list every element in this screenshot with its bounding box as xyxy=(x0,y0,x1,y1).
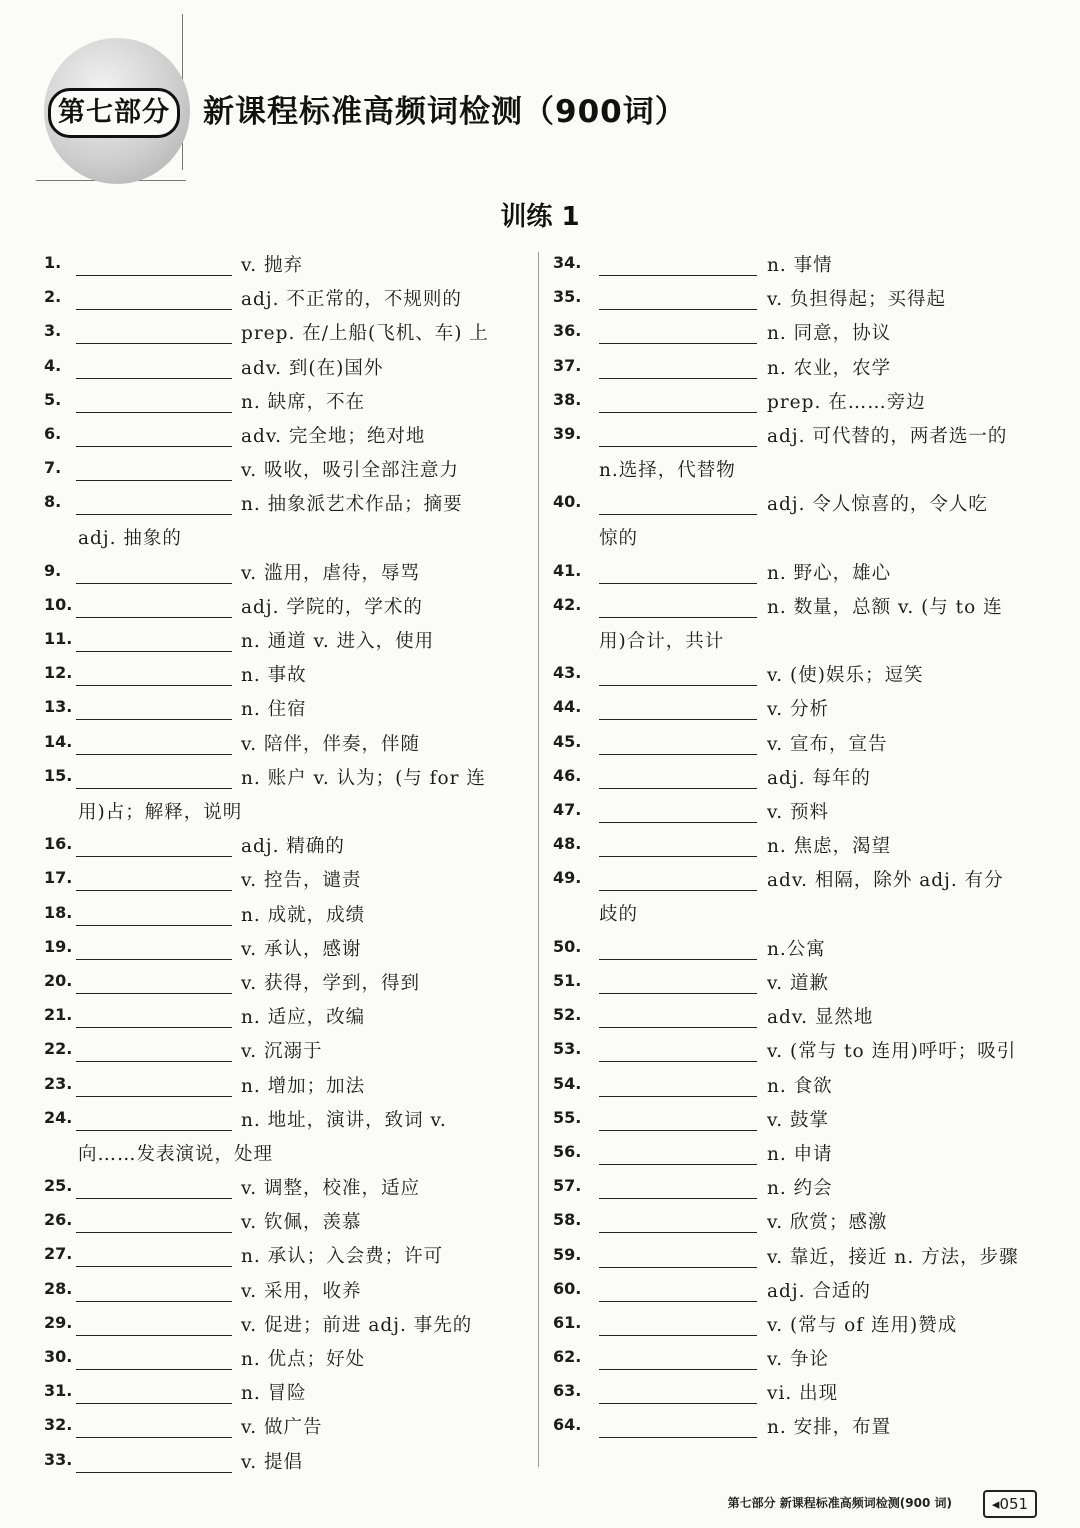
vocab-entry xyxy=(553,967,1039,1001)
entry-definition: n. 焦虑，渴望 xyxy=(767,836,892,858)
vocab-entry xyxy=(44,1240,522,1274)
answer-blank[interactable] xyxy=(76,685,232,686)
entry-definition: v. (使)娱乐；逗笑 xyxy=(767,665,924,687)
entry-number: 35. xyxy=(553,287,582,307)
vocab-entry xyxy=(44,693,522,727)
entry-number: 4. xyxy=(44,355,62,375)
vocab-entry xyxy=(553,933,1039,967)
entry-definition: n. 缺席，不在 xyxy=(241,391,366,413)
entry-number: 21. xyxy=(44,1005,73,1025)
entry-number: 19. xyxy=(44,936,73,956)
answer-blank[interactable] xyxy=(76,788,232,789)
entry-definition: n. 适应，改编 xyxy=(241,1007,366,1029)
vocab-entry xyxy=(44,1411,522,1445)
entry-definition: n. 食欲 xyxy=(767,1075,833,1097)
entry-definition-continued: 用)合计，共计 xyxy=(599,630,725,652)
entry-definition: v. (常与 to 连用)呼吁；吸引 xyxy=(767,1041,1017,1063)
entry-definition: vi. 出现 xyxy=(767,1383,839,1405)
answer-blank[interactable] xyxy=(76,1369,232,1370)
vocab-entry xyxy=(44,283,522,317)
vocab-entry xyxy=(553,1241,1039,1275)
vocab-entry xyxy=(44,728,522,762)
answer-blank[interactable] xyxy=(599,993,757,994)
answer-blank[interactable] xyxy=(599,1232,757,1233)
vocab-entry xyxy=(553,1411,1039,1445)
answer-blank[interactable] xyxy=(599,788,757,789)
entry-definition: n. 事情 xyxy=(767,255,833,276)
vocab-entry xyxy=(553,659,1039,693)
entry-definition: adv. 相隔，除外 adj. 有分 xyxy=(767,870,1004,892)
entry-definition: n. 增加；加法 xyxy=(241,1075,366,1097)
vocab-entry xyxy=(553,283,1039,317)
entry-definition: n. 账户 v. 认为；(与 for 连 xyxy=(241,767,486,789)
entry-definition: v. 沉溺于 xyxy=(241,1041,323,1063)
entry-number: 20. xyxy=(44,970,73,990)
entry-number: 34. xyxy=(553,253,582,272)
answer-blank[interactable] xyxy=(599,1096,757,1097)
entry-number: 40. xyxy=(553,492,582,512)
answer-blank[interactable] xyxy=(599,1130,757,1131)
entry-definition-continued: 惊的 xyxy=(599,528,639,550)
answer-blank[interactable] xyxy=(76,514,232,515)
entry-number: 37. xyxy=(553,355,582,375)
answer-blank[interactable] xyxy=(599,583,757,584)
entry-number: 1. xyxy=(44,253,62,272)
entry-number: 28. xyxy=(44,1278,73,1298)
entry-definition: adj. 学院的，学术的 xyxy=(241,596,423,618)
vocab-entry xyxy=(553,591,1039,659)
entry-number: 18. xyxy=(44,902,73,922)
entry-number: 38. xyxy=(553,389,582,409)
entry-definition: v. 道歉 xyxy=(767,973,830,994)
entry-definition: n. 数量，总额 v. (与 to 连 xyxy=(767,596,1003,618)
vocab-entry xyxy=(44,1206,522,1240)
vocab-entry xyxy=(553,1172,1039,1206)
entry-definition: adj. 可代替的，两者选一的 xyxy=(767,425,1008,447)
answer-blank[interactable] xyxy=(76,993,232,994)
entry-number: 63. xyxy=(553,1381,582,1401)
entry-number: 57. xyxy=(553,1176,582,1196)
entry-number: 24. xyxy=(44,1107,73,1127)
vocab-entry xyxy=(44,967,522,1001)
answer-blank[interactable] xyxy=(599,1437,757,1438)
vocab-entry xyxy=(44,933,522,967)
entry-definition-continued: 歧的 xyxy=(599,904,639,926)
answer-blank[interactable] xyxy=(599,514,757,515)
entry-definition: n. 通道 v. 进入，使用 xyxy=(241,631,435,653)
entry-number: 16. xyxy=(44,834,73,854)
page-title: 新课程标准高频词检测（900词） xyxy=(203,94,687,130)
vocab-entry xyxy=(553,1104,1039,1138)
vocab-entry xyxy=(44,352,522,386)
vocab-entry xyxy=(44,899,522,933)
answer-blank[interactable] xyxy=(76,890,232,891)
entry-definition: v. 调整，校准，适应 xyxy=(241,1178,421,1200)
entry-definition: v. 负担得起；买得起 xyxy=(767,289,947,311)
entry-definition: v. 滥用，虐待，辱骂 xyxy=(241,562,421,584)
entry-definition: n. 约会 xyxy=(767,1178,833,1200)
vocab-entry xyxy=(44,249,522,283)
vocab-entry xyxy=(44,830,522,864)
vocab-entry xyxy=(553,796,1039,830)
vocab-entry xyxy=(553,317,1039,351)
entry-definition: v. 获得，学到，得到 xyxy=(241,972,421,994)
entry-definition: v. 欣赏；感激 xyxy=(767,1212,888,1234)
vocab-entry xyxy=(553,1070,1039,1104)
entry-number: 43. xyxy=(553,663,582,683)
answer-blank[interactable] xyxy=(76,719,232,720)
entry-number: 47. xyxy=(553,800,582,820)
entry-number: 53. xyxy=(553,1039,582,1059)
answer-blank[interactable] xyxy=(76,617,232,618)
entry-definition: adv. 完全地；绝对地 xyxy=(241,425,426,447)
entry-definition: n. 成就，成绩 xyxy=(241,904,366,926)
entry-definition: prep. 在/上船(飞机、车) 上 xyxy=(241,323,489,345)
entry-number: 56. xyxy=(553,1141,582,1161)
entry-definition: v. 宣布，宣告 xyxy=(767,733,888,755)
vocab-entry xyxy=(44,454,522,488)
entry-number: 42. xyxy=(553,594,582,614)
vocab-entry xyxy=(553,1206,1039,1240)
vocab-entry xyxy=(553,693,1039,727)
entry-number: 62. xyxy=(553,1347,582,1367)
answer-blank[interactable] xyxy=(76,480,232,481)
entry-definition-continued: 用)占；解释，说明 xyxy=(78,801,243,823)
entry-number: 44. xyxy=(553,697,582,717)
answer-blank[interactable] xyxy=(76,1437,232,1438)
entry-definition: prep. 在……旁边 xyxy=(767,391,926,413)
vocab-entry xyxy=(44,488,522,556)
answer-blank[interactable] xyxy=(76,1027,232,1028)
answer-blank[interactable] xyxy=(599,1301,757,1302)
answer-blank[interactable] xyxy=(76,1232,232,1233)
entry-definition: adv. 显然地 xyxy=(767,1007,874,1029)
vocab-entry xyxy=(553,830,1039,864)
entry-definition: n. 事故 xyxy=(241,665,307,687)
page-number-value: 051 xyxy=(999,1495,1029,1513)
entry-number: 32. xyxy=(44,1415,73,1435)
entry-number: 26. xyxy=(44,1210,73,1230)
answer-blank[interactable] xyxy=(599,1369,757,1370)
vocab-entry xyxy=(553,1138,1039,1172)
entry-definition: adj. 不正常的，不规则的 xyxy=(241,289,462,311)
entry-number: 49. xyxy=(553,868,582,888)
entry-number: 10. xyxy=(44,594,73,614)
entry-number: 48. xyxy=(553,834,582,854)
vocab-entry xyxy=(44,1446,522,1480)
vocab-entry xyxy=(44,659,522,693)
entry-number: 59. xyxy=(553,1244,582,1264)
entry-definition: n. 冒险 xyxy=(241,1383,307,1405)
entry-definition: v. 靠近，接近 n. 方法，步骤 xyxy=(767,1246,1019,1268)
vocab-entry xyxy=(44,557,522,591)
section-badge-label: 第七部分 xyxy=(48,88,180,138)
entry-definition: v. 做广告 xyxy=(241,1417,323,1439)
vocab-entry xyxy=(553,1309,1039,1343)
entry-number: 27. xyxy=(44,1244,73,1264)
entry-definition: adj. 精确的 xyxy=(241,836,345,858)
answer-blank[interactable] xyxy=(76,412,232,413)
entry-definition: v. 预料 xyxy=(767,802,830,824)
answer-blank[interactable] xyxy=(599,959,757,960)
answer-blank[interactable] xyxy=(76,1061,232,1062)
left-column xyxy=(44,249,522,1480)
answer-blank[interactable] xyxy=(599,309,757,310)
entry-number: 52. xyxy=(553,1005,582,1025)
answer-blank[interactable] xyxy=(76,959,232,960)
answer-blank[interactable] xyxy=(599,617,757,618)
vocab-entry xyxy=(553,1035,1039,1069)
vocab-entry xyxy=(44,1377,522,1411)
entry-number: 8. xyxy=(44,492,62,512)
vocab-entry xyxy=(553,352,1039,386)
entry-definition: adj. 每年的 xyxy=(767,767,871,789)
section-title: 训练 1 xyxy=(500,202,580,232)
answer-blank[interactable] xyxy=(599,685,757,686)
vocab-entry xyxy=(553,864,1039,932)
answer-blank[interactable] xyxy=(76,343,232,344)
entry-definition: adj. 令人惊喜的，令人吃 xyxy=(767,494,988,516)
vocab-entry xyxy=(44,1070,522,1104)
right-column xyxy=(553,249,1039,1446)
answer-blank[interactable] xyxy=(599,1198,757,1199)
vocab-entry xyxy=(44,625,522,659)
entry-number: 29. xyxy=(44,1312,73,1332)
entry-number: 7. xyxy=(44,458,62,478)
answer-blank[interactable] xyxy=(599,412,757,413)
entry-definition: v. 提倡 xyxy=(241,1451,304,1473)
entry-number: 5. xyxy=(44,389,62,409)
entry-number: 33. xyxy=(44,1449,73,1469)
answer-blank[interactable] xyxy=(599,1335,757,1336)
answer-blank[interactable] xyxy=(76,1198,232,1199)
entry-number: 54. xyxy=(553,1073,582,1093)
vocab-entry xyxy=(553,488,1039,556)
vocab-entry xyxy=(44,1035,522,1069)
vocab-entry xyxy=(553,762,1039,796)
answer-blank[interactable] xyxy=(599,1027,757,1028)
vocab-entry xyxy=(44,1001,522,1035)
answer-blank[interactable] xyxy=(76,925,232,926)
answer-blank[interactable] xyxy=(599,1403,757,1404)
entry-definition: v. 采用，收养 xyxy=(241,1280,362,1302)
entry-number: 9. xyxy=(44,560,62,580)
entry-number: 45. xyxy=(553,731,582,751)
entry-number: 30. xyxy=(44,1347,73,1367)
entry-definition: v. 鼓掌 xyxy=(767,1109,830,1131)
entry-definition: n. 安排，布置 xyxy=(767,1417,892,1439)
entry-definition: v. 控告，谴责 xyxy=(241,870,362,892)
entry-number: 58. xyxy=(553,1210,582,1230)
entry-number: 61. xyxy=(553,1312,582,1332)
entry-definition-continued: n.选择，代替物 xyxy=(599,459,736,481)
vocab-entry xyxy=(553,1343,1039,1377)
entry-definition: v. 陪伴，伴奏，伴随 xyxy=(241,733,421,755)
entry-definition: n. 地址，演讲，致词 v. xyxy=(241,1109,447,1131)
entry-number: 3. xyxy=(44,321,62,341)
entry-number: 41. xyxy=(553,560,582,580)
answer-blank[interactable] xyxy=(76,1403,232,1404)
answer-blank[interactable] xyxy=(599,822,757,823)
answer-blank[interactable] xyxy=(76,754,232,755)
entry-number: 13. xyxy=(44,697,73,717)
entry-definition: adj. 合适的 xyxy=(767,1280,871,1302)
answer-blank[interactable] xyxy=(76,1301,232,1302)
entry-number: 15. xyxy=(44,765,73,785)
entry-definition: n. 申请 xyxy=(767,1143,833,1165)
column-divider xyxy=(538,252,539,1467)
vocab-entry xyxy=(44,762,522,830)
vocab-entry xyxy=(553,728,1039,762)
entry-definition: v. 争论 xyxy=(767,1349,830,1371)
footer-section-label: 第七部分 新课程标准高频词检测(900 词) xyxy=(727,1496,952,1510)
entry-number: 31. xyxy=(44,1381,73,1401)
entry-definition: n. 住宿 xyxy=(241,699,307,721)
entry-definition: n. 同意，协议 xyxy=(767,323,892,345)
answer-blank[interactable] xyxy=(599,1164,757,1165)
vocab-entry xyxy=(44,1309,522,1343)
entry-definition: v. 承认，感谢 xyxy=(241,938,362,960)
vocab-entry xyxy=(44,317,522,351)
entry-definition: adv. 到(在)国外 xyxy=(241,357,384,379)
answer-blank[interactable] xyxy=(599,1267,757,1268)
vocab-entry xyxy=(553,249,1039,283)
entry-number: 17. xyxy=(44,868,73,888)
answer-blank[interactable] xyxy=(76,1096,232,1097)
entry-number: 46. xyxy=(553,765,582,785)
vocab-entry xyxy=(44,1104,522,1172)
entry-definition: v. 分析 xyxy=(767,699,830,721)
entry-number: 60. xyxy=(553,1278,582,1298)
vocab-entry xyxy=(44,1172,522,1206)
entry-definition-continued: adj. 抽象的 xyxy=(78,528,182,550)
vocab-entry xyxy=(553,1275,1039,1309)
entry-number: 11. xyxy=(44,629,73,649)
answer-blank[interactable] xyxy=(599,719,757,720)
entry-number: 25. xyxy=(44,1176,73,1196)
entry-definition: n.公寓 xyxy=(767,938,826,960)
answer-blank[interactable] xyxy=(599,890,757,891)
answer-blank[interactable] xyxy=(76,378,232,379)
vocab-entry xyxy=(44,386,522,420)
answer-blank[interactable] xyxy=(76,275,232,276)
entry-number: 36. xyxy=(553,321,582,341)
entry-number: 51. xyxy=(553,971,582,990)
answer-blank[interactable] xyxy=(76,1335,232,1336)
entry-definition: v. 抛弃 xyxy=(241,255,304,276)
vocab-entry xyxy=(553,420,1039,488)
vocab-entry xyxy=(44,1275,522,1309)
answer-blank[interactable] xyxy=(76,1130,232,1131)
entry-definition: n. 优点；好处 xyxy=(241,1349,366,1371)
entry-definition: n. 承认；入会费；许可 xyxy=(241,1246,444,1268)
entry-number: 2. xyxy=(44,287,62,307)
answer-blank[interactable] xyxy=(599,1061,757,1062)
entry-definition: n. 野心，雄心 xyxy=(767,562,892,584)
vocab-entry xyxy=(44,1343,522,1377)
entry-number: 23. xyxy=(44,1073,73,1093)
entry-number: 14. xyxy=(44,731,73,751)
answer-blank[interactable] xyxy=(76,1472,232,1473)
answer-blank[interactable] xyxy=(76,583,232,584)
entry-definition-continued: 向……发表演说，处理 xyxy=(78,1143,274,1165)
entry-number: 12. xyxy=(44,663,73,683)
entry-definition: n. 农业，农学 xyxy=(767,357,892,379)
entry-number: 50. xyxy=(553,936,582,956)
entry-definition: n. 抽象派艺术作品；摘要 xyxy=(241,494,463,516)
vocab-entry xyxy=(553,1377,1039,1411)
vocab-entry xyxy=(44,420,522,454)
entry-number: 22. xyxy=(44,1039,73,1059)
vocab-entry xyxy=(553,386,1039,420)
page-number: ◂051 xyxy=(983,1490,1037,1518)
entry-number: 39. xyxy=(553,423,582,443)
vocab-entry xyxy=(553,557,1039,591)
answer-blank[interactable] xyxy=(599,446,757,447)
answer-blank[interactable] xyxy=(76,309,232,310)
vocab-entry xyxy=(44,591,522,625)
entry-number: 55. xyxy=(553,1107,582,1127)
answer-blank[interactable] xyxy=(599,275,757,276)
entry-definition: v. 吸收，吸引全部注意力 xyxy=(241,460,460,482)
answer-blank[interactable] xyxy=(599,856,757,857)
answer-blank[interactable] xyxy=(599,343,757,344)
answer-blank[interactable] xyxy=(76,446,232,447)
vocab-entry xyxy=(553,1001,1039,1035)
entry-number: 64. xyxy=(553,1415,582,1435)
entry-definition: v. (常与 of 连用)赞成 xyxy=(767,1314,958,1336)
answer-blank[interactable] xyxy=(76,651,232,652)
answer-blank[interactable] xyxy=(76,856,232,857)
entry-number: 6. xyxy=(44,423,62,443)
answer-blank[interactable] xyxy=(599,754,757,755)
vocab-entry xyxy=(44,864,522,898)
entry-definition: v. 钦佩，羡慕 xyxy=(241,1212,362,1234)
entry-definition: v. 促进；前进 adj. 事先的 xyxy=(241,1314,473,1336)
answer-blank[interactable] xyxy=(76,1266,232,1267)
answer-blank[interactable] xyxy=(599,378,757,379)
